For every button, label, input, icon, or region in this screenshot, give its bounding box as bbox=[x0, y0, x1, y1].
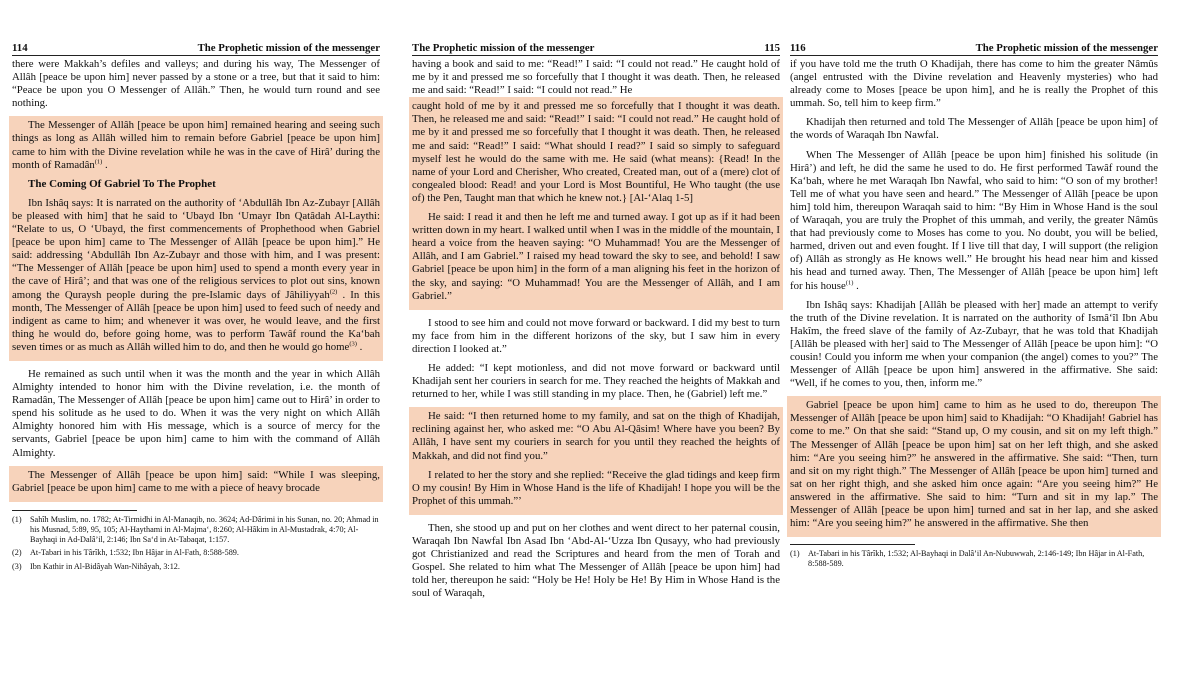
paragraph: He added: “I kept motionless, and did not move forward or backward until Khadijah sent her couriers in search for me. They reached the heights of Makkah and returned to her, while I was still standing in my place. Then, he (Gabriel) left me.” bbox=[412, 361, 780, 401]
paragraph: The Messenger of Allâh [peace be upon him] said: “While I was sleeping, Gabriel [peace be upon him] came to me with a piece of heavy brocade bbox=[12, 468, 380, 494]
footnote bbox=[790, 549, 1158, 569]
paragraph bbox=[12, 119, 380, 171]
paragraph-text: . In this month, The Messenger of Allâh [peace be upon him] used to feed such of needy and indigent as came to him; and whenever it was over, he would leave, and the first thing he would do, before going home, was to perform Tawâf round the Ka‘bah seven times or as much as Allâh willed him to do, and then he would go home bbox=[12, 288, 381, 353]
page-115 bbox=[412, 42, 780, 606]
footnote-number: (1) bbox=[12, 514, 22, 524]
page-number: 114 bbox=[12, 42, 28, 54]
paragraph: Ibn Ishâq says: Khadijah [Allâh be pleased with her] made an attempt to verify the truth of the Divine revelation. It is narrated on the authority of Ismâ‘îl Ibn Abu Hakîm, the freed slave of the family of Az-Zubayr, that he was told that Khadijah [Allâh be pleased with her] said to The Messenger of Allâh [peace be upon him]: “O cousin! Could you inform me when your companion (the angel) comes to you?” The Messenger of Allâh [peace be upon him] answered in the affirmative. She said: “Well, if he comes to you, then, inform me.” bbox=[790, 298, 1158, 390]
footnote-ref[interactable]: (3) bbox=[349, 340, 357, 348]
paragraph: I stood to see him and could not move forward or backward. I did my best to turn my face from him in the different horizons of the sky, but I saw him in every direction I looked at.” bbox=[412, 316, 780, 355]
footnote bbox=[12, 548, 380, 558]
footnote-text: At-Tabari in his Târîkh, 1:532; Ibn Hâjar in Al-Fath, 8:588-589. bbox=[30, 548, 239, 558]
highlighted-passage bbox=[409, 97, 783, 309]
footnote-text: At-Tabari in his Târîkh, 1:532; Al-Bayhaqi in Dalâ’il An-Nubuwwah, 2:146-149; Ibn Hâjar in Al-Fath, 8:588-589. bbox=[808, 549, 1145, 569]
paragraph-text: . bbox=[102, 158, 108, 171]
page-number: 115 bbox=[764, 42, 780, 54]
section-heading: The Coming Of Gabriel To The Prophet bbox=[28, 177, 216, 190]
running-title: The Prophetic mission of the messenger bbox=[197, 42, 380, 54]
paragraph: caught hold of me by it and pressed me so forcefully that I thought it was death. Then, he released me and said: “Read!” I said: “I could not read.” He caught hold of me by it and pressed me so forcefully that I thought it was death. Then, he released me and said: “Read!” I said: “What should I read?” I said so simply to safeguard myself lest he would do the same with me. He said (what means): {Read! In the name of your Lord and Cherisher, Who created, Created man, out of a (mere) clot of congealed blood: Read! and your Lord is Most Bountiful, He Who taught (the use of) the Pen, Taught man that which he knew not.} [Al-‘Alaq 1-5] bbox=[412, 100, 780, 204]
paragraph: Gabriel [peace be upon him] came to him as he used to do, thereupon The Messenger of Allâh [peace be upon him] said to Khadijah: “O Khadijah! Gabriel has come to me.” On that she said: “Stand up, O my cousin, and sit on my left thigh.” The Messenger of Allâh [peace be upon him] sat on her left thigh, and she asked him: “Are you seeing him?” he answered in the affirmative. She said: “Then, turn and sit on my right thigh.” The Messenger of Allâh [peace be upon him] turned and sat on her right thigh, and she asked him once again: “Are you seeing him?” He answered in the affirmative. She said to him: “Turn and sit in my lap.” The Messenger of Allâh [peace be upon him] turned and sat in her lap, and she asked him: “Are you seeing him?” he answered in the affirmative. She then bbox=[790, 399, 1158, 530]
page-body bbox=[12, 58, 380, 572]
highlighted-passage bbox=[409, 407, 783, 515]
footnote-ref[interactable]: (1) bbox=[94, 158, 103, 166]
footnote-ref[interactable]: (2) bbox=[329, 287, 338, 295]
paragraph: Then, she stood up and put on her clothes and went direct to her paternal cousin, Waraqah Ibn Nawfal Ibn Asad Ibn ‘Abd-Al-‘Uzza Ibn Qusayy, who had previously got Christianized and read the Scriptures and heard from the men of Torah and Gospel. She related to him what The Messenger of Allâh [peace be upon him] had told her, thereupon he said: “Holy be He! Holy be He! By Him in Whose Hand is the soul of Waraqah, bbox=[412, 521, 780, 600]
paragraph-text: When The Messenger of Allâh [peace be upon him] finished his solitude (in Hirâ’) and left, he did the same he used to do. He first performed Tawâf round the Ka‘bah, where he met Waraqah Ibn Nawfal, who said to him: “O son of my brother! Tell me of what you have seen and heard.” The Messenger of Allâh [peace be upon him] told him, thereupon Waraqah said to him: “By Him in Whose Hand is the soul of Waraqah, you are truly the Prophet of this ummah, and verily, the greater Nâmûs that had previously come to Moses has come to you. No doubt, you will be belied, harmed, driven out and even fought. If I live till that day, I will support (the religion of) Allâh as strongly as He knows well.” He brought his head near him and kissed his head and turned away. Then, The Messenger of Allâh [peace be upon him] left for his house bbox=[790, 148, 1158, 292]
footnote-divider bbox=[12, 510, 137, 511]
footnote-number: (3) bbox=[12, 561, 22, 571]
footnote-divider bbox=[790, 544, 915, 545]
page-header bbox=[12, 42, 380, 56]
highlighted-passage bbox=[787, 396, 1161, 537]
paragraph: having a book and said to me: “Read!” I said: “I could not read.” He caught hold of me by it and pressed me so forcefully that I thought it was death. Then, he released me and said: “Read!” I said: “I could not read.” He bbox=[412, 58, 780, 97]
running-title: The Prophetic mission of the messenger bbox=[975, 42, 1158, 54]
paragraph-text: Ibn Ishâq says: It is narrated on the authority of ‘Abdullâh Ibn Az-Zubayr [Allâh be pleased with him] that he said to ‘Ubayd Ibn ‘Umayr Ibn Qatâdah Al-Laythi: “Relate to us, O ‘Ubayd, the first commencements of Prophethood when Gabriel [peace be upon him] came to The Messenger of Allâh [peace be upon him].” He said: addressing ‘Abdullâh Ibn Az-Zubayr and those with him, and I was present: “The Messenger of Allâh [peace be upon him] used to spend a month every year in the cave of Hirâ’; and that was one of the religious services to plot out sins, known among the Quraysh people during the pre-Islamic days of Jâhiliyyah bbox=[12, 196, 380, 301]
footnote-number: (1) bbox=[790, 549, 800, 559]
paragraph: He said: I read it and then he left me and turned away. I got up as if it had been written down in my heart. I walked until when I was in the middle of the mountain, I heard a voice from the heaven saying: “O Muhammad! You are the Messenger of Allâh, and I am Gabriel.” I raised my head toward the sky to see, and behold! I saw Gabriel [peace be upon him] in the form of a man aligning his feet in the horizon of the sky, and saying: “O Muhammad! You are the Messenger of Allâh, and I am Gabriel.” bbox=[412, 211, 780, 302]
page-header bbox=[412, 42, 780, 56]
footnote-text: Sahîh Muslim, no. 1782; At-Tirmidhi in Al-Manaqib, no. 3624; Ad-Dârimi in his Sunan, no. 20; Ahmad in his Musnad, 5:89, 95, 105; Al-Haythami in Al-Majma‘, 8:260; Al-Hâkim in Al-Mustadrak, 4:70; Al-Bayhaqi in Ad-Dalâ’il, 2:146; Ibn Sa‘d in At-Tabaqat, 1:157. bbox=[30, 514, 379, 545]
footnote bbox=[12, 562, 380, 572]
page-number: 116 bbox=[790, 42, 806, 54]
highlighted-passage bbox=[9, 466, 383, 502]
page-114 bbox=[12, 42, 380, 575]
page-body bbox=[790, 58, 1158, 570]
highlighted-passage bbox=[9, 116, 383, 361]
paragraph: He said: “I then returned home to my family, and sat on the thigh of Khadijah, reclining against her, who asked me: “O Abu Al-Qâsim! Where have you been? By Allâh, I have sent my couriers in search for you until they reached the heights of Makkah, and did not find you.” bbox=[412, 410, 780, 462]
footnote-number: (2) bbox=[12, 548, 22, 558]
footnote bbox=[12, 515, 380, 546]
footnote-ref[interactable]: (1) bbox=[845, 278, 854, 286]
page-body bbox=[412, 58, 780, 600]
footnote-text: Ibn Kathir in Al-Bidâyah Wan-Nihâyah, 3:12. bbox=[30, 561, 180, 571]
paragraph: there were Makkah’s defiles and valleys; and during his way, The Messenger of Allâh [peace be upon him] never passed by a stone or a tree, but that it said to him: “Peace be upon you O Messenger of Allâh.” Then, he would turn round and see nothing. bbox=[12, 58, 380, 110]
page-116 bbox=[790, 42, 1158, 573]
page-header bbox=[790, 42, 1158, 56]
paragraph-text: . bbox=[853, 279, 859, 292]
paragraph: He remained as such until when it was the month and the year in which Allâh Almighty intended to honor him with the Divine revelation, i.e. the month of Ramadân, The Messenger of Allâh [peace be upon him] came out to Hirâ’ in order to spend his solitude as he used to do. When it was the very night on which Allâh Almighty honored him with His message, which is a source of mercy for the servants, Gabriel [peace be upon him] came to him with the command of Allâh Almighty. bbox=[12, 367, 380, 459]
paragraph-text: . bbox=[356, 340, 363, 353]
paragraph: I related to her the story and she replied: “Receive the glad tidings and keep firm O my cousin! By Him in Whose Hand is the life of Khadijah! I hope you will be the Prophet of this ummah.”’ bbox=[412, 468, 780, 507]
paragraph bbox=[790, 149, 1158, 293]
running-title: The Prophetic mission of the messenger bbox=[412, 42, 595, 54]
paragraph bbox=[12, 197, 380, 354]
paragraph-text: The Messenger of Allâh [peace be upon him] remained hearing and seeing such things as long as Allâh willed him to remain before Gabriel [peace be upon him] came to him with the Divine revelation while he was in the cave of Hirâ’ during the month of Ramadân bbox=[12, 119, 380, 171]
paragraph: Khadijah then returned and told The Messenger of Allâh [peace be upon him] of the words of Waraqah Ibn Nawfal. bbox=[790, 116, 1158, 142]
paragraph: if you have told me the truth O Khadijah, there has come to him the greater Nâmûs (angel entrusted with the Divine revelation and Heavenly mysteries) who had already come to Moses [peace be upon him], and he is really the Prophet of this ummah. So, tell him to keep firm.” bbox=[790, 58, 1158, 110]
